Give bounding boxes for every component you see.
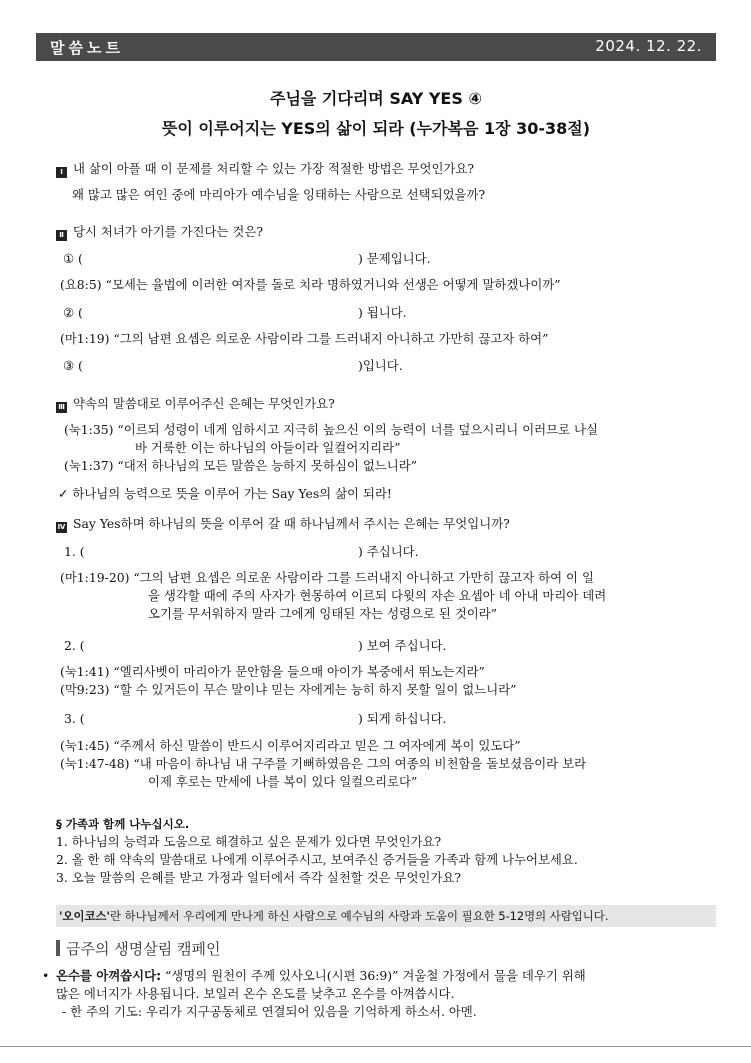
family-question-2: 2. 올 한 해 약속의 말씀대로 나에게 이루어주시고, 보여주신 증거들을 가족과 함께 나누어보세요. — [56, 852, 578, 867]
sermon-subtitle: 뜻이 이루어지는 YES의 삶이 되라 (누가복음 1장 30-38절) — [161, 119, 591, 138]
section4-item1-marker: 1. ( — [64, 544, 85, 559]
bottom-rule — [0, 1046, 751, 1047]
family-question-1: 1. 하나님의 능력과 도움으로 해결하고 싶은 문제가 있다면 무엇인가요? — [56, 834, 442, 849]
section2-item2-close: ) 됩니다. — [358, 305, 407, 320]
oikos-text: 란 하나님께서 우리에게 만나게 하신 사람으로 예수님의 사랑과 도움이 필요한 5-12명의 사람입니다. — [110, 909, 609, 923]
campaign-prayer: - 한 주의 기도: 우리가 지구공동체로 연결되어 있음을 기억하게 하소서. 아멘. — [62, 1004, 477, 1019]
campaign-text-1: “생명의 원천이 주께 있사오니(시편 36:9)” 겨울철 가정에서 물을 데우기 위해 — [161, 968, 586, 983]
header-title: 말씀노트 — [50, 39, 124, 57]
section1-question — [56, 160, 474, 178]
campaign-label: 온수를 아껴씁시다: — [56, 968, 162, 983]
section4-item2-verse-b: (막9:23) “할 수 있거든이 무슨 말이냐 믿는 자에게는 능히 하지 못할 일이 없느니라” — [60, 682, 517, 697]
section2-question-text: 당시 처녀가 아기를 가진다는 것은? — [73, 224, 263, 239]
section4-item2-verse-a: (눅1:41) “엘리사벳이 마리아가 문안함을 들으매 아이가 복중에서 뛰노는지라” — [60, 664, 485, 679]
section2-numeral: Ⅱ — [56, 230, 67, 241]
campaign-text-2: 많은 에너지가 사용됩니다. 보일러 온수 온도를 낮추고 온수를 아껴씁시다. — [56, 986, 455, 1001]
family-heading: § 가족과 함께 나누십시오. — [56, 817, 190, 831]
campaign-heading-text: 금주의 생명살림 캠페인 — [66, 940, 221, 958]
section4-question — [56, 515, 510, 533]
section3-verse1b: 바 거룩한 이는 하나님의 아들이라 일컬어지리라” — [135, 440, 401, 455]
section4-item1-verse-c: 오기를 무서워하지 말라 그에게 잉태된 자는 성령으로 된 것이라” — [148, 606, 498, 621]
campaign-bullet: • — [42, 968, 50, 983]
section4-item1-verse-b: 을 생각할 때에 주의 사자가 현몽하여 이르되 다윗의 자손 요셉아 네 아내 마리아 데려 — [148, 588, 607, 603]
section2-item3-marker: ③ ( — [63, 358, 83, 373]
campaign-bar — [56, 940, 60, 956]
section4-item3-verse-c: 이제 후로는 만세에 나를 복이 있다 일컬으리로다” — [148, 774, 418, 789]
section3-check — [58, 485, 392, 503]
section2-item1-verse: (요8:5) “모세는 율법에 이러한 여자를 돌로 치라 명하였거니와 선생은 어떻게 말하겠나이까” — [60, 277, 561, 292]
family-question-3: 3. 오늘 말씀의 은혜를 받고 가정과 일터에서 즉각 실천할 것은 무엇인가요? — [56, 870, 461, 885]
section4-question-text: Say Yes하며 하나님의 뜻을 이루어 갈 때 하나님께서 주시는 은혜는 무엇입니까? — [73, 516, 510, 531]
oikos-term: '오이코스' — [59, 909, 110, 923]
section3-question-text: 약속의 말씀대로 이루어주신 은혜는 무엇인가요? — [73, 396, 335, 411]
campaign-heading — [56, 938, 220, 959]
section2-item2-verse: (마1:19) “그의 남편 요셉은 의로운 사람이라 그를 드러내지 아니하고 가만히 끊고자 하여” — [60, 331, 549, 346]
section4-item3-close: ) 되게 하십니다. — [358, 711, 447, 726]
section1-sub: 왜 많고 많은 여인 중에 마리아가 예수님을 잉태하는 사람으로 선택되었을까? — [72, 187, 486, 202]
section4-numeral: Ⅳ — [57, 523, 66, 531]
section3-question — [56, 395, 335, 413]
section2-item1-close: ) 문제입니다. — [358, 251, 431, 266]
section3-numeral: Ⅲ — [56, 402, 67, 413]
section2-item1-marker: ① ( — [63, 251, 83, 266]
section4-item3-verse-b: (눅1:47-48) “내 마음이 하나님 내 구주를 기뻐하였음은 그의 여종의 비천함을 돌보셨음이라 보라 — [60, 756, 587, 771]
section4-item2-close: ) 보여 주십니다. — [358, 638, 447, 653]
check-icon: ✓ — [58, 486, 69, 501]
section2-question — [56, 223, 263, 241]
section3-verse1a: (눅1:35) “이르되 성령이 네게 임하시고 지극히 높으신 이의 능력이 너를 덮으시리니 이러므로 나실 — [64, 422, 598, 437]
header-date: 2024. 12. 22. — [595, 37, 702, 55]
campaign-line-1 — [56, 967, 586, 985]
section3-check-text: 하나님의 능력으로 뜻을 이루어 가는 Say Yes의 삶이 되라! — [72, 486, 392, 501]
section4-item2-marker: 2. ( — [64, 638, 85, 653]
section4-item1-close: ) 주십니다. — [358, 544, 419, 559]
section2-item2-marker: ② ( — [63, 305, 83, 320]
section4-item3-marker: 3. ( — [64, 711, 85, 726]
section4-item3-verse-a: (눅1:45) “주께서 하신 말씀이 반드시 이루어지리라고 믿은 그 여자에게 복이 있도다” — [60, 738, 521, 753]
section1-numeral: Ⅰ — [56, 167, 67, 178]
header-bar — [36, 33, 716, 61]
section4-item1-verse-a: (마1:19-20) “그의 남편 요셉은 의로운 사람이라 그를 드러내지 아니하고 가만히 끊고자 하여 이 일 — [60, 570, 594, 585]
section2-item3-close: )입니다. — [358, 358, 403, 373]
section1-question-text: 내 삶이 아플 때 이 문제를 처리할 수 있는 가장 적절한 방법은 무엇인가요? — [73, 161, 475, 176]
sermon-title: 주님을 기다리며 SAY YES ④ — [269, 89, 483, 108]
section3-verse2: (눅1:37) “대저 하나님의 모든 말씀은 능하지 못하심이 없느니라” — [64, 458, 418, 473]
oikos-note — [56, 905, 716, 927]
